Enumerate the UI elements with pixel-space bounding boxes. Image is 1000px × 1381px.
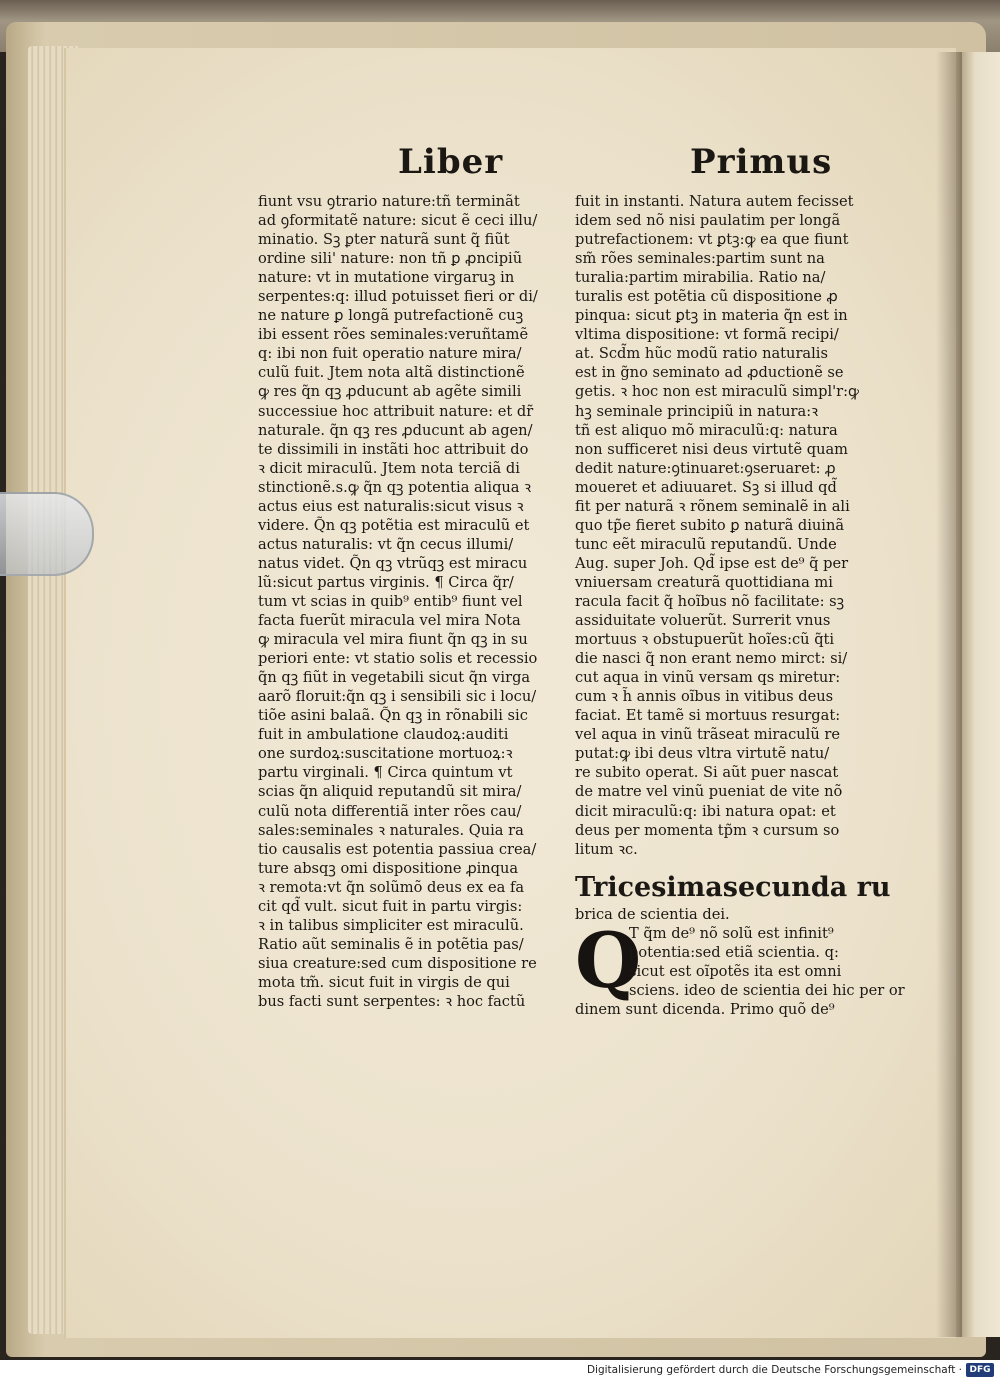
text-line: at. Scd̃m hũc modũ ratio naturalis xyxy=(575,345,828,363)
text-line: pinqua: sicut ꝑtꝫ in materia q̃n est in xyxy=(575,307,848,325)
text-line: T q̃m de⁹ nõ solũ est infinit⁹ xyxy=(629,924,834,942)
text-line: sales:seminales ꝛ naturales. Quia ra xyxy=(258,821,524,839)
text-line: vltima dispositione: vt formã recipi/ xyxy=(575,326,839,344)
text-line: ꝛ in talibus simpliciter est miraculũ. xyxy=(258,916,524,934)
text-line: dedit nature:ꝯtinuaret:ꝯseruaret: ꝓ xyxy=(575,459,836,477)
text-line: die nasci q̃ non erant nemo mirct: si/ xyxy=(575,650,848,668)
text-line: fuit in instanti. Natura autem fecisset xyxy=(575,193,854,210)
running-head-right: Primus xyxy=(690,142,833,182)
text-line: nature: vt in mutatione virgaruꝫ in xyxy=(258,269,515,287)
text-column-left xyxy=(258,192,554,1011)
text-line: potentia:sed etiã scientia. q: xyxy=(629,943,839,961)
text-line: de matre vel vinũ pueniat de vite nõ xyxy=(575,783,843,801)
text-line: ꝛ remota:vt q̃n solũmõ deus ex ea fa xyxy=(258,878,525,896)
text-line: tum vt scias in quib⁹ entib⁹ fiunt vel xyxy=(258,592,523,610)
rubric-paragraph xyxy=(575,915,905,1019)
text-line: non sufficeret nisi deus virtutẽ quam xyxy=(575,440,849,458)
text-line: natus videt. Q̃n qꝫ vtrũqꝫ est miracu xyxy=(258,554,528,572)
text-line: cit qd̃ vult. sicut fuit in partu virgis: xyxy=(258,897,523,915)
text-line: hꝫ seminale principiũ in natura:ꝛ xyxy=(575,402,819,420)
text-line: partu virginali. ¶ Circa quintum vt xyxy=(258,764,513,782)
text-line: getis. ꝛ hoc non est miraculũ simpl'r:ꝙ xyxy=(575,383,860,401)
text-line: mota tm̃. sicut fuit in virgis de qui xyxy=(258,973,510,991)
text-line: bus facti sunt serpentes: ꝛ hoc factũ xyxy=(258,992,526,1010)
text-line: actus naturalis: vt q̃n cecus illumi/ xyxy=(258,535,514,553)
initial-letter: Q xyxy=(575,915,642,1005)
text-line: dicit miraculũ:q: ibi natura opat: et xyxy=(575,802,836,820)
text-line: tio causalis est potentia passiua crea/ xyxy=(258,840,537,858)
text-line: stinctionẽ.s.ꝙ q̃n qꝫ potentia aliqua ꝛ xyxy=(258,478,532,496)
text-line: vniuersam creaturã quottidiana mi xyxy=(575,573,833,591)
text-line: moueret et adiuuaret. Sꝫ si illud qd̃ xyxy=(575,478,837,496)
text-line: est in g̃no seminato ad ꝓductionẽ se xyxy=(575,364,844,382)
text-line: ꝛ dicit miraculũ. Jtem nota terciã di xyxy=(258,459,520,477)
text-line: quo tp̃e fieret subito ꝑ naturã diuinã xyxy=(575,516,845,534)
text-line: racula facit q̃ hoĩbus nõ facilitate: sꝫ xyxy=(575,592,845,610)
text-line: cut aqua in vinũ versam qs miretur: xyxy=(575,669,841,687)
text-line: cum ꝛ h̃ annis oĩbus in vitibus deus xyxy=(575,688,834,706)
text-line: re subito operat. Si aũt puer nascat xyxy=(575,764,839,782)
text-line: serpentes:q: illud potuisset fieri or di/ xyxy=(258,288,538,306)
text-line: one surdoꝝ:suscitatione mortuoꝝ:ꝛ xyxy=(258,745,513,763)
right-page-edge xyxy=(962,52,1000,1337)
text-line: litum ꝛc. xyxy=(575,840,638,858)
text-line: sciens. ideo de scientia dei hic per or xyxy=(629,981,905,999)
text-line: ꝙ miracula vel mira fiunt q̃n qꝫ in su xyxy=(258,631,528,649)
text-line: tunc eẽt miraculũ reputandũ. Unde xyxy=(575,535,837,553)
text-line: facta fuerũt miracula vel mira Nota xyxy=(258,612,521,630)
dfg-logo: DFG xyxy=(966,1363,994,1377)
text-line: dinem sunt dicenda. Primo quõ de⁹ xyxy=(575,1000,835,1018)
text-line: fiunt vsu ꝯtrario nature:tñ terminãt xyxy=(258,193,520,210)
text-line: putat:ꝙ ibi deus vltra virtutẽ natu/ xyxy=(575,745,830,763)
text-line: periori ente: vt statio solis et recessio xyxy=(258,650,538,668)
text-line: te dissimili in instãti hoc attribuit do xyxy=(258,440,529,458)
text-line: naturale. q̃n qꝫ res ꝓducunt ab agen/ xyxy=(258,421,533,439)
text-line: Ratio aũt seminalis ẽ in potẽtia pas/ xyxy=(258,935,524,953)
text-line: minatio. Sꝫ ꝑter naturã sunt q̃ fiũt xyxy=(258,231,510,249)
text-line: lũ:sicut partus virginis. ¶ Circa q̃r/ xyxy=(258,573,514,591)
text-line: aarõ floruit:q̃n qꝫ i sensibili sic i locu/ xyxy=(258,688,537,706)
text-line: ordine sili' nature: non tñ ꝑ ꝓncipiũ xyxy=(258,250,523,268)
text-line: fuit in ambulatione claudoꝝ:auditi xyxy=(258,726,509,744)
text-line: faciat. Et tamẽ si mortuus resurgat: xyxy=(575,707,841,725)
page-clip xyxy=(0,492,94,576)
text-line: sicut est oĩpotẽs ita est omni xyxy=(629,962,842,980)
text-line: ibi essent rões seminales:veruñtamẽ xyxy=(258,326,529,344)
text-line: vel aqua in vinũ trãseat miraculũ re xyxy=(575,726,840,744)
text-line: culũ fuit. Jtem nota altã distinctionẽ xyxy=(258,364,525,382)
text-line: tñ est aliquo mõ miraculũ:q: natura xyxy=(575,421,838,439)
text-line: ꝙ res q̃n qꝫ ꝓducunt ab agẽte simili xyxy=(258,383,522,401)
text-line: tiõe asini balaã. Q̃n qꝫ in rõnabili sic xyxy=(258,707,528,725)
text-line: culũ nota differentiã inter rões cau/ xyxy=(258,802,522,820)
text-line: deus per momenta tp̃m ꝛ cursum so xyxy=(575,821,840,839)
text-line: ad ꝯformitatẽ nature: sicut ẽ ceci illu/ xyxy=(258,212,538,230)
text-line: videre. Q̃n qꝫ potẽtia est miraculũ et xyxy=(258,516,530,534)
text-line: turalis est potẽtia cũ dispositione ꝓ xyxy=(575,288,838,306)
text-line: q̃n qꝫ fiũt in vegetabili sicut q̃n virga xyxy=(258,669,531,687)
text-line: sm̃ rões seminales:partim sunt na xyxy=(575,250,825,268)
text-line: actus eius est naturalis:sicut visus ꝛ xyxy=(258,497,524,515)
text-line: ne nature ꝑ longã putrefactionẽ cuꝫ xyxy=(258,307,524,325)
text-column-right xyxy=(575,192,905,1019)
footer-bar xyxy=(0,1360,1000,1381)
rubric-heading: Tricesimasecunda ru xyxy=(575,871,891,903)
text-line: scias q̃n aliquid reputandũ sit mira/ xyxy=(258,783,522,801)
funding-credit: Digitalisierung gefördert durch die Deutsche Forschungsgemeinschaft · xyxy=(586,1364,962,1376)
text-line: turalia:partim mirabilia. Ratio na/ xyxy=(575,269,826,287)
right-column-body xyxy=(575,192,873,859)
text-line: Aug. super Joh. Qd̃ ipse est de⁹ q̃ per xyxy=(575,554,849,572)
text-line: idem sed nõ nisi paulatim per longã xyxy=(575,212,841,230)
text-line: putrefactionem: vt ꝑtꝫ:ꝙ ea que fiunt xyxy=(575,231,849,249)
text-line: successiue hoc attribuit nature: et dr̃ xyxy=(258,402,534,420)
running-head-left: Liber xyxy=(398,142,504,182)
text-line: siua creature:sed cum dispositione re xyxy=(258,954,537,972)
text-line: fit per naturã ꝛ rõnem seminalẽ in ali xyxy=(575,497,850,515)
text-line: mortuus ꝛ obstupuerũt hoĩes:cũ q̃ti xyxy=(575,631,835,649)
text-line: q: ibi non fuit operatio nature mira/ xyxy=(258,345,522,363)
text-line: ture absqꝫ omi dispositione ꝓinqua xyxy=(258,859,519,877)
text-line: assiduitate voluerũt. Surrerit vnus xyxy=(575,612,831,630)
rubric-subheading: brica de scientia dei. xyxy=(575,905,730,923)
